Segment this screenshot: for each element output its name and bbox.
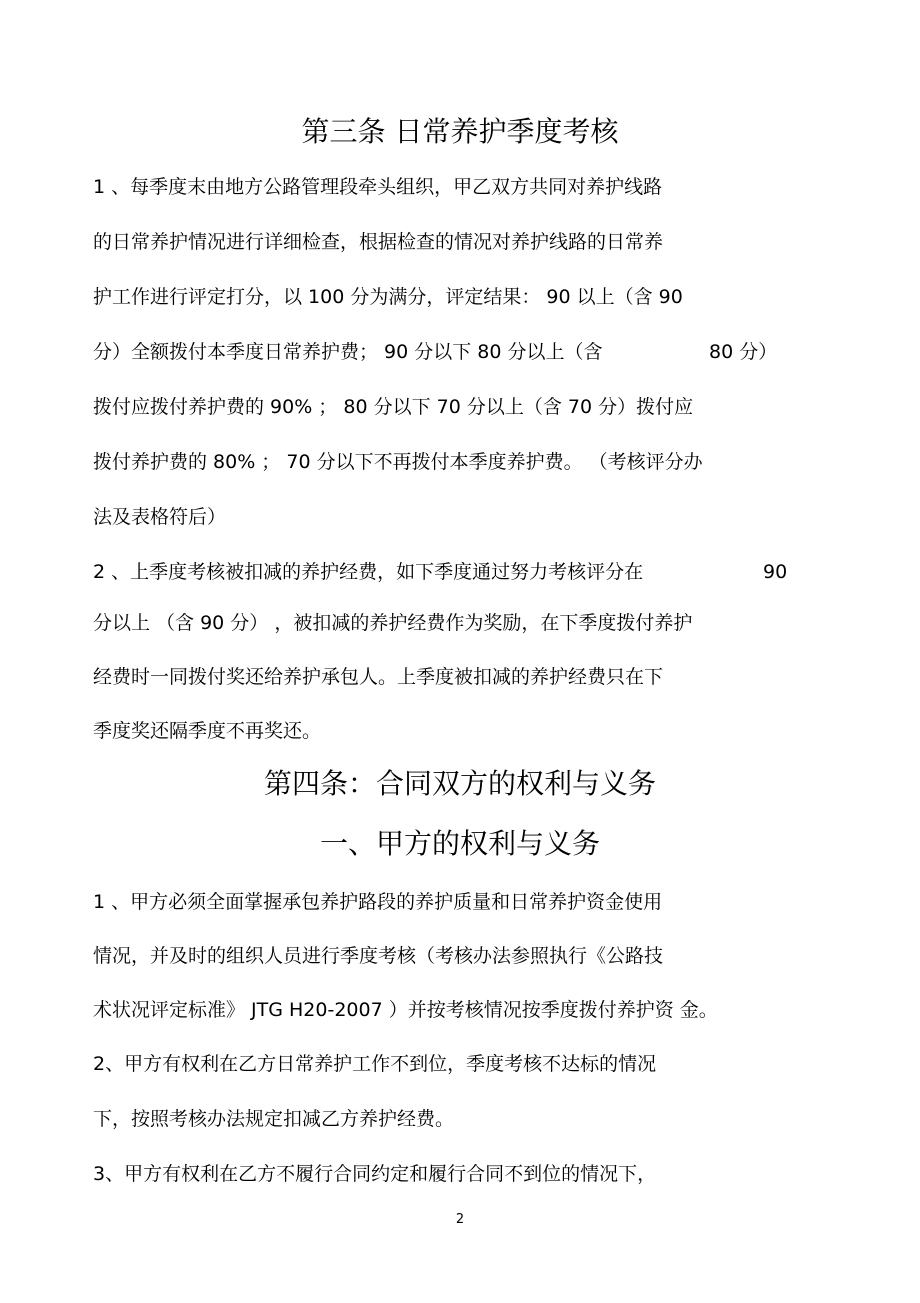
- section4-title: 第四条：合同双方的权利与义务: [263, 767, 656, 800]
- section4-line-6: 3、甲方有权利在乙方不履行合同约定和履行合同不到位的情况下，: [93, 1163, 657, 1185]
- section3-line-7: 法及表格符后）: [93, 506, 227, 528]
- section4-line-5: 下，按照考核办法规定扣减乙方养护经费。: [93, 1108, 455, 1130]
- section3-line-4-tail: 80 分）: [709, 341, 778, 363]
- section3-line-8: 2 、上季度考核被扣减的养护经费，如下季度通过努力考核评分在: [93, 561, 644, 583]
- section3-line-4: 分）全额拨付本季度日常养护费； 90 分以下 80 分以上（含: [93, 341, 603, 363]
- section3-line-6: 拨付养护费的 80% ； 70 分以下不再拨付本季度养护费。 （考核评分办: [93, 451, 703, 473]
- section3-line-5: 拨付应拨付养护费的 90% ； 80 分以下 70 分以上（含 70 分）拨付应: [93, 396, 694, 418]
- page-number: 2: [455, 1212, 465, 1227]
- section3-line-3: 护工作进行评定打分，以 100 分为满分，评定结果： 90 以上（含 90: [93, 286, 683, 308]
- section4-subtitle: 一、甲方的权利与义务: [319, 827, 600, 860]
- section3-line-10: 经费时一同拨付奖还给养护承包人。上季度被扣减的养护经费只在下: [93, 666, 664, 688]
- section4-line-2: 情况，并及时的组织人员进行季度考核（考核办法参照执行《公路技: [93, 945, 664, 967]
- section3-line-9: 分以上 （含 90 分） ，被扣减的养护经费作为奖励，在下季度拨付养护: [93, 612, 693, 634]
- section4-line-1: 1 、甲方必须全面掌握承包养护路段的养护质量和日常养护资金使用: [93, 891, 663, 913]
- section3-line-1: 1 、每季度末由地方公路管理段牵头组织，甲乙双方共同对养护线路: [93, 176, 663, 198]
- section4-line-3: 术状况评定标准》 JTG H20-2007 ）并按考核情况按季度拨付养护资 金。: [93, 999, 718, 1021]
- section4-line-4: 2、甲方有权利在乙方日常养护工作不到位，季度考核不达标的情况: [93, 1053, 657, 1075]
- section3-line-2: 的日常养护情况进行详细检查，根据检查的情况对养护线路的日常养: [93, 231, 664, 253]
- section3-title: 第三条 日常养护季度考核: [301, 115, 619, 148]
- section3-line-8-tail: 90: [763, 561, 788, 583]
- section3-line-11: 季度奖还隔季度不再奖还。: [93, 720, 322, 742]
